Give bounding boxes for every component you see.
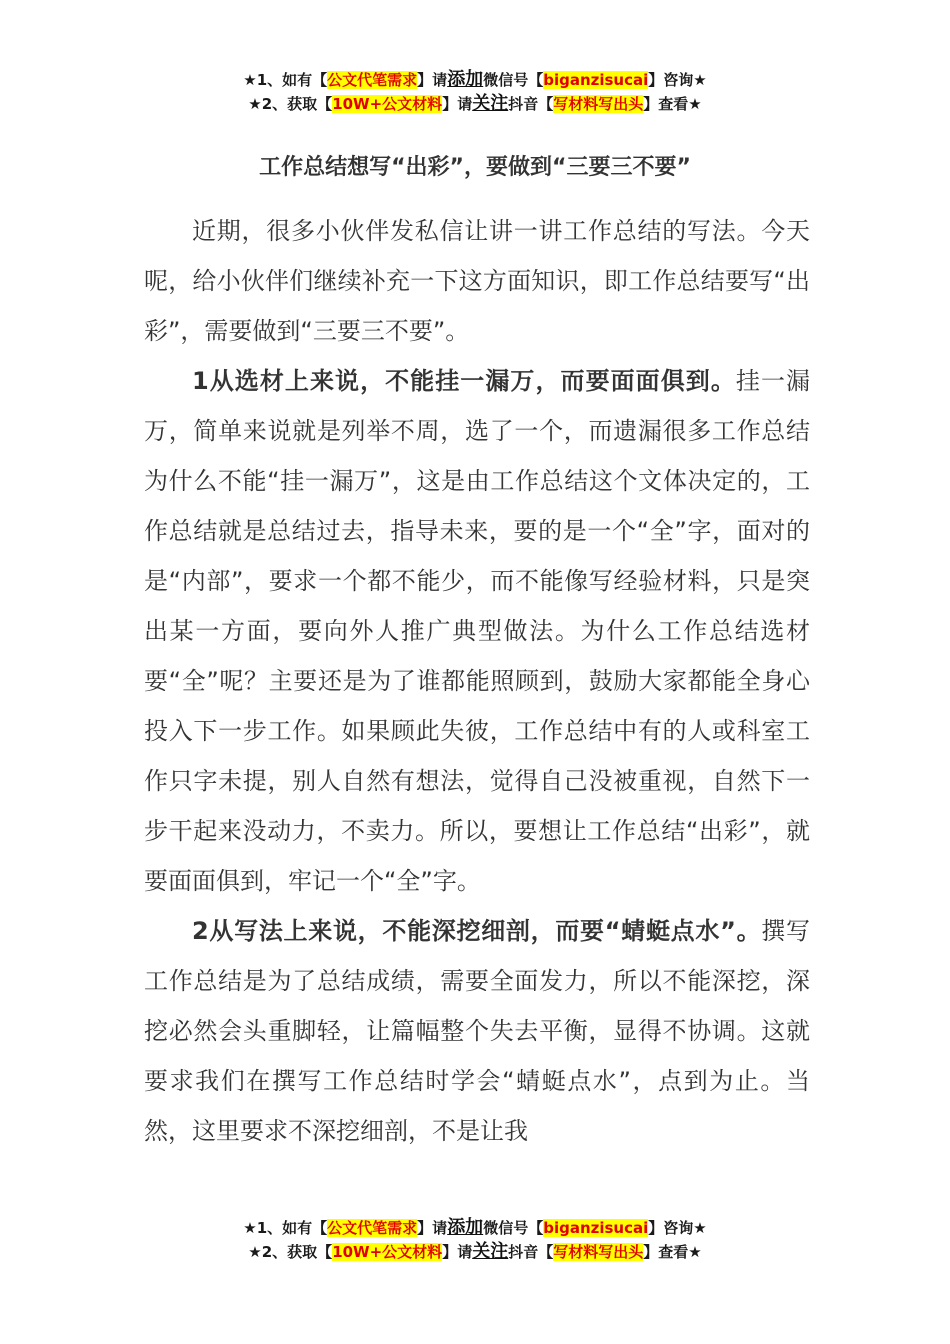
paragraph-section-1 bbox=[144, 356, 810, 906]
paragraph-intro: 近期，很多小伙伴发私信让讲一讲工作总结的写法。今天呢，给小伙伴们继续补充一下这方面知识，即工作总结要写“出彩”，需要做到“三要三不要”。 bbox=[144, 217, 810, 345]
banner-text: 】查看★ bbox=[643, 95, 702, 113]
section-2-heading: 2从写法上来说，不能深挖细剖，而要“蜻蜓点水”。 bbox=[192, 917, 762, 945]
banner-text: 】请 bbox=[442, 1243, 473, 1261]
banner-text: 】请 bbox=[417, 71, 448, 89]
highlight-douyin-account: 写材料写出头 bbox=[553, 95, 644, 113]
banner-text: 】咨询★ bbox=[648, 71, 707, 89]
section-1-heading: 1从选材上来说，不能挂一漏万，而要面面俱到。 bbox=[192, 367, 736, 395]
emphasis-add: 添加 bbox=[447, 69, 484, 90]
banner-text: 】请 bbox=[417, 1219, 448, 1237]
banner-text: 抖音【 bbox=[508, 95, 554, 113]
banner-text: 微信号【 bbox=[483, 1219, 544, 1237]
highlight-service: 公文代笔需求 bbox=[327, 71, 418, 89]
highlight-douyin-account: 写材料写出头 bbox=[553, 1243, 644, 1261]
banner-text: 】咨询★ bbox=[648, 1219, 707, 1237]
section-2-body: 撰写工作总结是为了总结成绩，需要全面发力，所以不能深挖，深挖必然会头重脚轻，让篇幅整个失去平衡，显得不协调。这就要求我们在撰写工作总结时学会“蜻蜓点水”，点到为止。当然，这里要求不深挖细剖，不是让我 bbox=[144, 917, 811, 1145]
banner-line-2 bbox=[0, 92, 950, 116]
banner-text: ★1、如有【 bbox=[243, 71, 328, 89]
banner-text: 抖音【 bbox=[508, 1243, 554, 1261]
emphasis-add: 添加 bbox=[447, 1217, 484, 1238]
banner-text: 】查看★ bbox=[643, 1243, 702, 1261]
highlight-materials: 10W+公文材料 bbox=[332, 95, 443, 113]
highlight-wechat-id: biganzisucai bbox=[543, 1219, 649, 1237]
banner-text: ★2、获取【 bbox=[248, 95, 333, 113]
banner-line-1 bbox=[0, 1216, 950, 1240]
banner-line-1 bbox=[0, 68, 950, 92]
section-1-body: 挂一漏万，简单来说就是列举不周，选了一个，而遗漏很多工作总结为什么不能“挂一漏万”，这是由工作总结这个文体决定的，工作总结就是总结过去，指导未来，要的是一个“全”字，面对的是“内部”，要求一个都不能少，而不能像写经验材料，只是突出某一方面，要向外人推广典型做法。为什么工作总结选材要“全”呢？主要还是为了谁都能照顾到，鼓励大家都能全身心投入下一步工作。如果顾此失彼，工作总结中有的人或科室工作只字未提，别人自然有想法，觉得自己没被重视，自然下一步干起来没动力，不卖力。所以，要想让工作总结“出彩”，就要面面俱到，牢记一个“全”字。 bbox=[144, 367, 810, 895]
highlight-wechat-id: biganzisucai bbox=[543, 71, 649, 89]
header-banner bbox=[0, 68, 950, 116]
banner-text: 】请 bbox=[442, 95, 473, 113]
paragraph-section-2 bbox=[144, 906, 810, 1156]
banner-line-2 bbox=[0, 1240, 950, 1264]
highlight-materials: 10W+公文材料 bbox=[332, 1243, 443, 1261]
banner-text: ★1、如有【 bbox=[243, 1219, 328, 1237]
footer-banner bbox=[0, 1216, 950, 1264]
document-body bbox=[144, 206, 810, 1156]
document-title: 工作总结想写“出彩”，要做到“三要三不要” bbox=[259, 155, 691, 180]
highlight-service: 公文代笔需求 bbox=[327, 1219, 418, 1237]
banner-text: ★2、获取【 bbox=[248, 1243, 333, 1261]
emphasis-follow: 关注 bbox=[472, 93, 509, 114]
emphasis-follow: 关注 bbox=[472, 1241, 509, 1262]
banner-text: 微信号【 bbox=[483, 71, 544, 89]
